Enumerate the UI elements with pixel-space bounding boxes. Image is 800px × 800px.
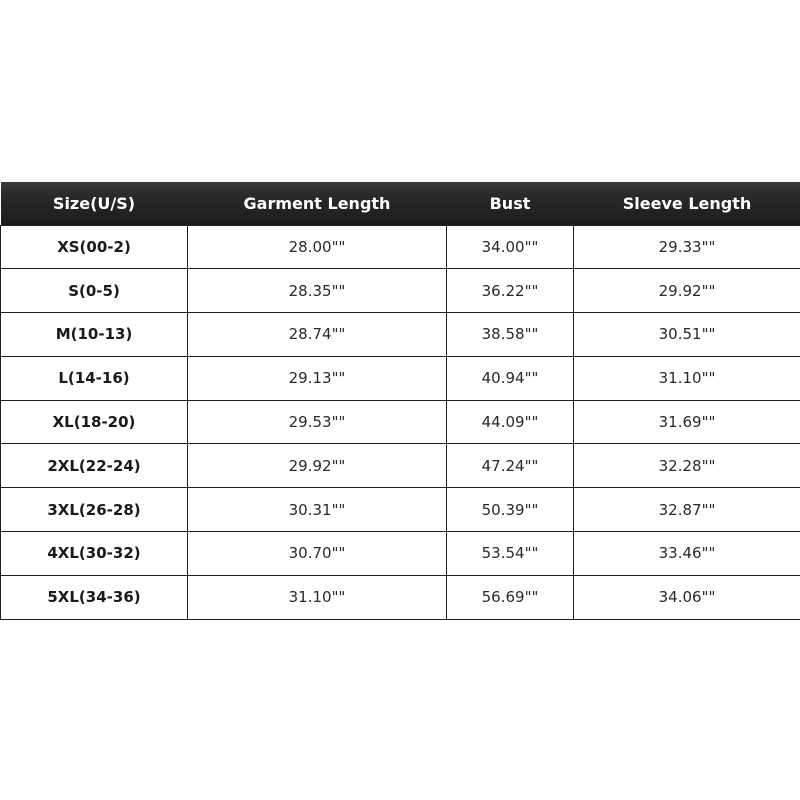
- size-cell: XL(18-20): [1, 400, 188, 444]
- sleeve-length-cell: 33.46"": [574, 532, 800, 576]
- header-size: Size(U/S): [1, 182, 188, 225]
- table-row: [1, 269, 800, 313]
- sleeve-length-cell: 31.10"": [574, 356, 800, 400]
- bust-cell: 40.94"": [447, 356, 574, 400]
- size-cell: 2XL(22-24): [1, 444, 188, 488]
- sleeve-length-cell: 29.33"": [574, 225, 800, 269]
- size-cell: XS(00-2): [1, 225, 188, 269]
- garment-length-cell: 30.70"": [188, 532, 447, 576]
- sleeve-length-cell: 34.06"": [574, 575, 800, 619]
- table-row: [1, 356, 800, 400]
- size-cell: S(0-5): [1, 269, 188, 313]
- sleeve-length-cell: 32.28"": [574, 444, 800, 488]
- table-row: [1, 444, 800, 488]
- size-chart-table: [0, 182, 800, 620]
- table-row: [1, 575, 800, 619]
- bust-cell: 34.00"": [447, 225, 574, 269]
- garment-length-cell: 29.13"": [188, 356, 447, 400]
- header-sleeve-length: Sleeve Length: [574, 182, 800, 225]
- sleeve-length-cell: 32.87"": [574, 488, 800, 532]
- header-garment-length: Garment Length: [188, 182, 447, 225]
- table-header: [1, 182, 800, 225]
- table-row: [1, 400, 800, 444]
- garment-length-cell: 28.74"": [188, 313, 447, 357]
- garment-length-cell: 28.00"": [188, 225, 447, 269]
- bust-cell: 50.39"": [447, 488, 574, 532]
- size-cell: 3XL(26-28): [1, 488, 188, 532]
- header-bust: Bust: [447, 182, 574, 225]
- bust-cell: 47.24"": [447, 444, 574, 488]
- table-row: [1, 488, 800, 532]
- garment-length-cell: 31.10"": [188, 575, 447, 619]
- garment-length-cell: 28.35"": [188, 269, 447, 313]
- bust-cell: 56.69"": [447, 575, 574, 619]
- garment-length-cell: 30.31"": [188, 488, 447, 532]
- sleeve-length-cell: 30.51"": [574, 313, 800, 357]
- header-row: [1, 182, 800, 225]
- bust-cell: 36.22"": [447, 269, 574, 313]
- size-cell: M(10-13): [1, 313, 188, 357]
- bust-cell: 53.54"": [447, 532, 574, 576]
- sleeve-length-cell: 29.92"": [574, 269, 800, 313]
- bust-cell: 38.58"": [447, 313, 574, 357]
- table-row: [1, 313, 800, 357]
- table-row: [1, 225, 800, 269]
- size-cell: 4XL(30-32): [1, 532, 188, 576]
- bust-cell: 44.09"": [447, 400, 574, 444]
- size-cell: L(14-16): [1, 356, 188, 400]
- garment-length-cell: 29.92"": [188, 444, 447, 488]
- size-cell: 5XL(34-36): [1, 575, 188, 619]
- garment-length-cell: 29.53"": [188, 400, 447, 444]
- table-body: [1, 225, 800, 619]
- sleeve-length-cell: 31.69"": [574, 400, 800, 444]
- table-row: [1, 532, 800, 576]
